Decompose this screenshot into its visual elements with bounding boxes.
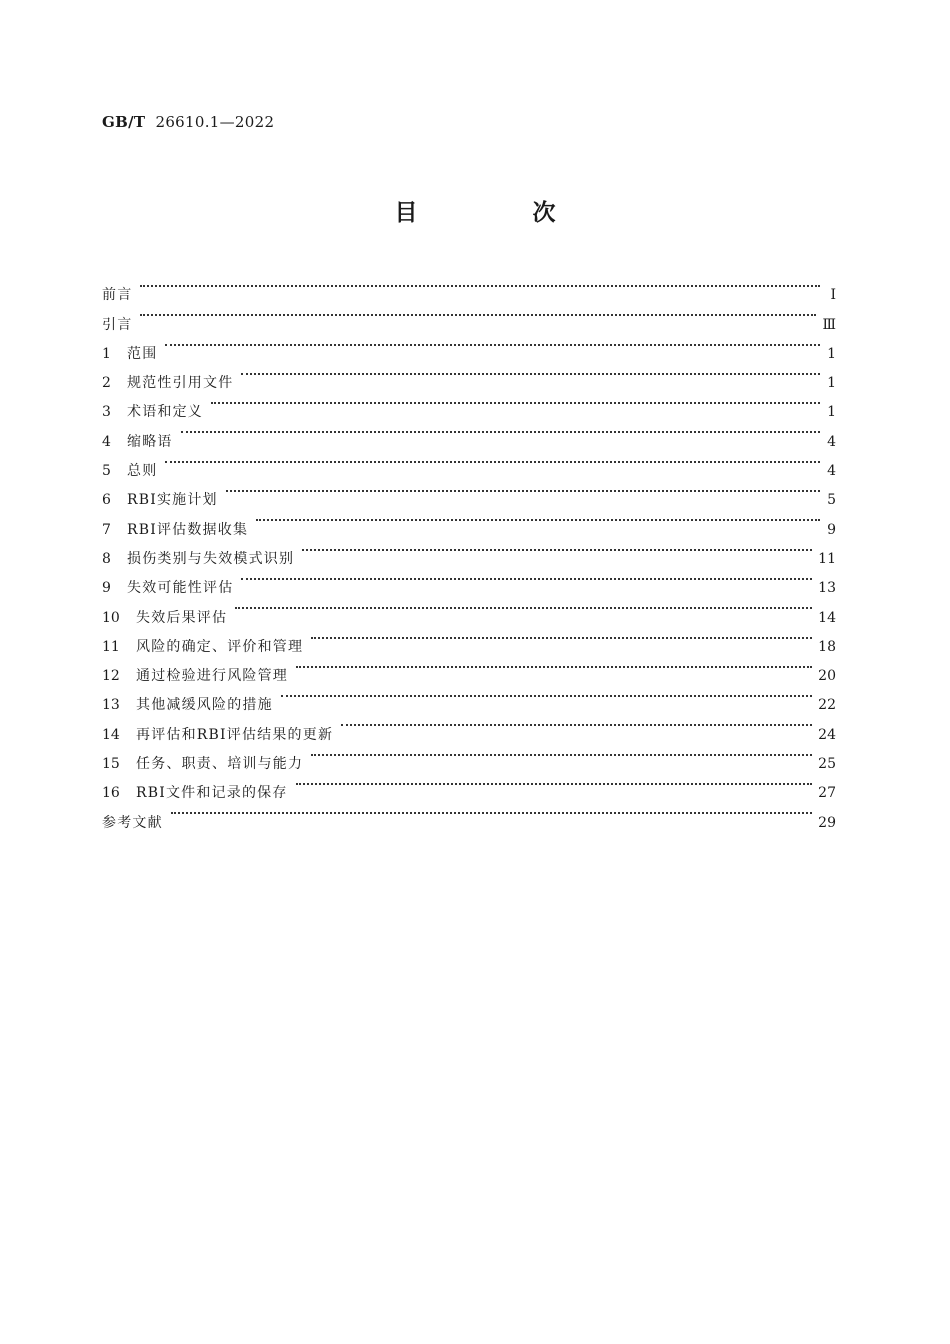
toc-leader-dots [256,504,820,533]
toc-leader-dots [140,299,816,328]
toc-entry-number: 14 [102,726,120,743]
toc-entry[interactable] [102,270,836,304]
toc-entry-page: Ⅰ [830,287,836,304]
toc-entry-title: 规范性引用文件 [127,375,234,392]
table-of-contents [102,270,836,831]
toc-entry-page: 20 [818,668,836,685]
toc-entry-title: 参考文献 [102,814,163,831]
toc-entry-page: 27 [818,785,836,802]
toc-entry-title: 再评估和RBI评估结果的更新 [136,726,334,743]
toc-leader-dots [235,592,812,621]
toc-entry-title: RBI实施计划 [127,492,218,509]
toc-entry-title: 失效可能性评估 [127,580,234,597]
toc-entry-number: 10 [102,609,120,626]
toc-entry-title: 术语和定义 [127,404,203,421]
toc-entry-page: 13 [818,580,836,597]
toc-entry[interactable] [102,358,836,392]
toc-entry-number: 7 [102,521,111,538]
toc-entry-number: 11 [102,638,120,655]
toc-leader-dots [140,270,820,299]
toc-entry-page: 11 [818,550,836,567]
toc-leader-dots [296,651,812,680]
toc-entry-title: 缩略语 [127,433,173,450]
toc-entry-number: 2 [102,375,111,392]
document-identifier [102,113,274,131]
toc-leader-dots [281,680,812,709]
toc-entry-page: 29 [818,814,836,831]
toc-leader-dots [341,709,812,738]
toc-leader-dots [211,387,820,416]
toc-leader-dots [226,475,820,504]
toc-entry-number: 13 [102,697,120,714]
toc-entry-page: 25 [818,756,836,773]
toc-entry-page: 9 [827,521,836,538]
standard-number: 26610.1—2022 [155,113,275,131]
standard-code: GB/T [102,113,146,131]
toc-entry-number: 8 [102,550,111,567]
toc-entry-title: 范围 [127,345,158,362]
toc-entry-page: 24 [818,726,836,743]
toc-entry-title: 任务、职责、培训与能力 [136,756,304,773]
toc-entry-title: 风险的确定、评价和管理 [136,638,304,655]
toc-leader-dots [171,797,812,826]
toc-entry-number: 9 [102,580,111,597]
toc-entry[interactable] [102,299,836,333]
toc-entry-number: 12 [102,668,120,685]
toc-entry-page: 4 [827,463,836,480]
toc-leader-dots [296,768,813,797]
toc-leader-dots [311,739,812,768]
toc-entry-page: 4 [827,433,836,450]
toc-entry[interactable] [102,329,836,362]
toc-entry-title: 引言 [102,316,133,333]
toc-entry-page: 14 [818,609,836,626]
toc-entry-page: Ⅲ [822,316,836,333]
toc-leader-dots [311,622,812,651]
toc-entry[interactable] [102,475,836,509]
toc-entry-title: RBI评估数据收集 [127,521,249,538]
toc-leader-dots [241,563,812,592]
toc-entry-number: 5 [102,463,111,480]
toc-entry-number: 4 [102,433,111,450]
toc-entry[interactable] [102,446,836,480]
toc-entry-number: 15 [102,756,120,773]
toc-entry-title: 前言 [102,287,133,304]
toc-entry-page: 1 [827,375,836,392]
toc-entry-number: 1 [102,345,111,362]
toc-leader-dots [241,358,820,387]
toc-title: 目 次 [394,199,602,226]
toc-entry-title: RBI文件和记录的保存 [136,785,288,802]
toc-leader-dots [165,446,820,475]
toc-entry[interactable] [102,387,836,421]
toc-leader-dots [165,329,820,358]
toc-entry-page: 1 [827,404,836,421]
toc-entry[interactable] [102,797,836,831]
toc-entry-title: 其他减缓风险的措施 [136,697,273,714]
toc-entry-page: 18 [818,638,836,655]
toc-leader-dots [302,534,812,563]
toc-entry-page: 1 [827,345,836,362]
toc-entry[interactable] [102,416,836,450]
toc-entry-title: 损伤类别与失效模式识别 [127,550,295,567]
toc-entry-number: 3 [102,404,111,421]
toc-entry-title: 通过检验进行风险管理 [136,668,288,685]
toc-entry-number: 16 [102,785,120,802]
toc-entry-page: 5 [827,492,836,509]
toc-entry-page: 22 [818,697,836,714]
toc-entry-title: 失效后果评估 [136,609,228,626]
toc-entry-title: 总则 [127,463,158,480]
toc-entry-number: 6 [102,492,111,509]
toc-leader-dots [181,416,820,445]
